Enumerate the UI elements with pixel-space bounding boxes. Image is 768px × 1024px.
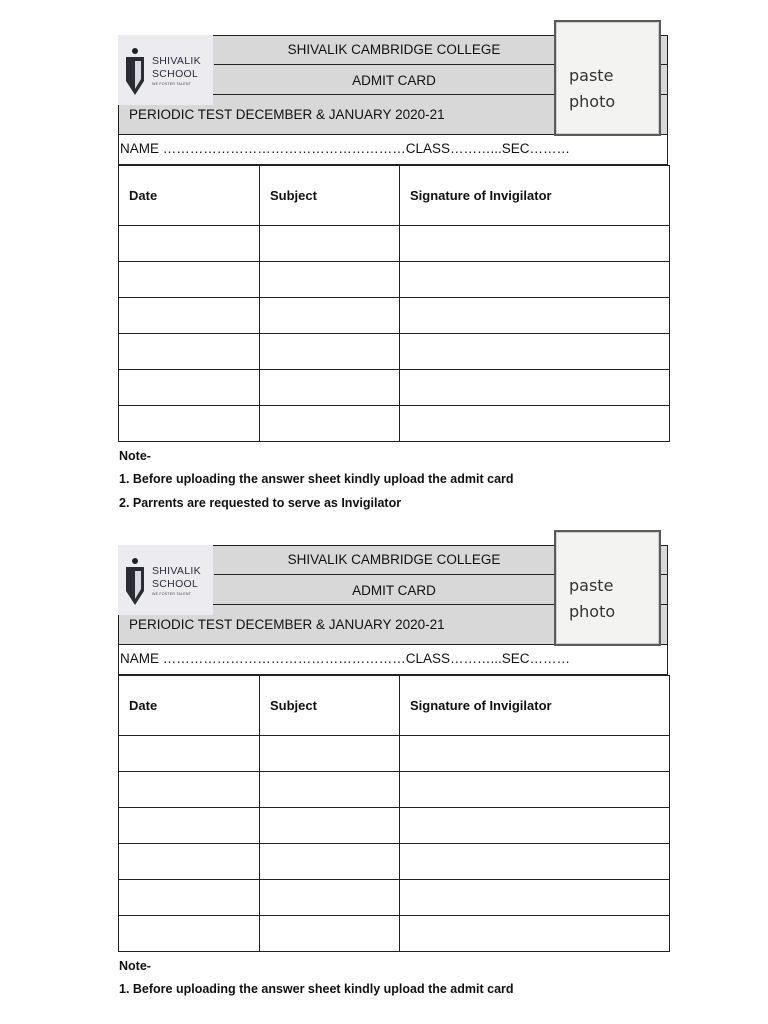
signature-cell[interactable] — [400, 880, 670, 916]
college-name: SHIVALIK CAMBRIDGE COLLEGE — [287, 552, 501, 567]
date-cell[interactable] — [119, 262, 260, 298]
date-cell[interactable] — [119, 772, 260, 808]
table-row — [119, 370, 670, 406]
header-subject: Subject — [260, 676, 400, 736]
photo-label-line2: photo — [569, 92, 616, 111]
logo-tagline: WE FOSTER TALENT — [152, 592, 192, 596]
table-row — [119, 406, 670, 442]
subject-cell[interactable] — [260, 406, 400, 442]
table-row — [119, 736, 670, 772]
signature-cell[interactable] — [400, 370, 670, 406]
admit-card-title: ADMIT CARD — [352, 73, 436, 88]
admit-card-2 — [0, 510, 768, 1010]
signature-cell[interactable] — [400, 262, 670, 298]
subject-cell[interactable] — [260, 844, 400, 880]
subject-cell[interactable] — [260, 226, 400, 262]
exam-schedule-table — [118, 675, 670, 952]
logo-text-line1: SHIVALIK — [152, 55, 201, 67]
date-cell[interactable] — [119, 844, 260, 880]
date-cell[interactable] — [119, 808, 260, 844]
signature-cell[interactable] — [400, 406, 670, 442]
date-cell[interactable] — [119, 370, 260, 406]
table-row — [119, 880, 670, 916]
photo-label-line2: photo — [569, 602, 616, 621]
signature-cell[interactable] — [400, 916, 670, 952]
table-header-row — [119, 166, 670, 226]
header-date: Date — [119, 676, 260, 736]
date-cell[interactable] — [119, 406, 260, 442]
photo-label-line1: paste — [569, 66, 614, 85]
signature-cell[interactable] — [400, 334, 670, 370]
note-item: 2. Parrents are requested to serve as Invigilator — [119, 496, 402, 510]
admit-card-title: ADMIT CARD — [352, 583, 436, 598]
date-cell[interactable] — [119, 916, 260, 952]
table-row — [119, 298, 670, 334]
logo-text-line2: SCHOOL — [152, 68, 199, 80]
date-cell[interactable] — [119, 298, 260, 334]
note-title: Note- — [119, 449, 151, 463]
table-row — [119, 772, 670, 808]
name-class-section-line: NAME ………………………………………………CLASS………...SEC……… — [118, 645, 668, 675]
subject-cell[interactable] — [260, 808, 400, 844]
header-signature: Signature of Invigilator — [400, 166, 670, 226]
photo-placeholder — [554, 530, 661, 646]
header-signature: Signature of Invigilator — [400, 676, 670, 736]
subject-cell[interactable] — [260, 298, 400, 334]
date-cell[interactable] — [119, 226, 260, 262]
subject-cell[interactable] — [260, 916, 400, 952]
signature-cell[interactable] — [400, 298, 670, 334]
table-header-row — [119, 676, 670, 736]
table-row — [119, 226, 670, 262]
exam-title: PERIODIC TEST DECEMBER & JANUARY 2020-21 — [129, 617, 445, 632]
logo-text-line1: SHIVALIK — [152, 565, 201, 577]
header-date: Date — [119, 166, 260, 226]
table-row — [119, 262, 670, 298]
school-logo — [118, 35, 213, 105]
note-item: 1. Before uploading the answer sheet kindly upload the admit card — [119, 472, 514, 486]
signature-cell[interactable] — [400, 226, 670, 262]
shield-logo-icon — [124, 47, 146, 97]
table-row — [119, 844, 670, 880]
logo-text-line2: SCHOOL — [152, 578, 199, 590]
logo-tagline: WE FOSTER TALENT — [152, 82, 192, 86]
subject-cell[interactable] — [260, 262, 400, 298]
subject-cell[interactable] — [260, 334, 400, 370]
signature-cell[interactable] — [400, 736, 670, 772]
subject-cell[interactable] — [260, 370, 400, 406]
note-title: Note- — [119, 959, 151, 973]
signature-cell[interactable] — [400, 772, 670, 808]
school-logo — [118, 545, 213, 615]
photo-placeholder — [554, 20, 661, 136]
signature-cell[interactable] — [400, 844, 670, 880]
exam-title: PERIODIC TEST DECEMBER & JANUARY 2020-21 — [129, 107, 445, 122]
table-row — [119, 916, 670, 952]
header-subject: Subject — [260, 166, 400, 226]
date-cell[interactable] — [119, 880, 260, 916]
date-cell[interactable] — [119, 334, 260, 370]
note-item: 1. Before uploading the answer sheet kindly upload the admit card — [119, 982, 514, 996]
name-class-section-line: NAME ………………………………………………CLASS………...SEC……… — [118, 135, 668, 165]
shield-logo-icon — [124, 557, 146, 607]
signature-cell[interactable] — [400, 808, 670, 844]
admit-card-1 — [0, 0, 768, 510]
exam-schedule-table — [118, 165, 670, 442]
subject-cell[interactable] — [260, 772, 400, 808]
subject-cell[interactable] — [260, 736, 400, 772]
table-row — [119, 808, 670, 844]
photo-label-line1: paste — [569, 576, 614, 595]
college-name: SHIVALIK CAMBRIDGE COLLEGE — [287, 42, 501, 57]
date-cell[interactable] — [119, 736, 260, 772]
subject-cell[interactable] — [260, 880, 400, 916]
table-row — [119, 334, 670, 370]
